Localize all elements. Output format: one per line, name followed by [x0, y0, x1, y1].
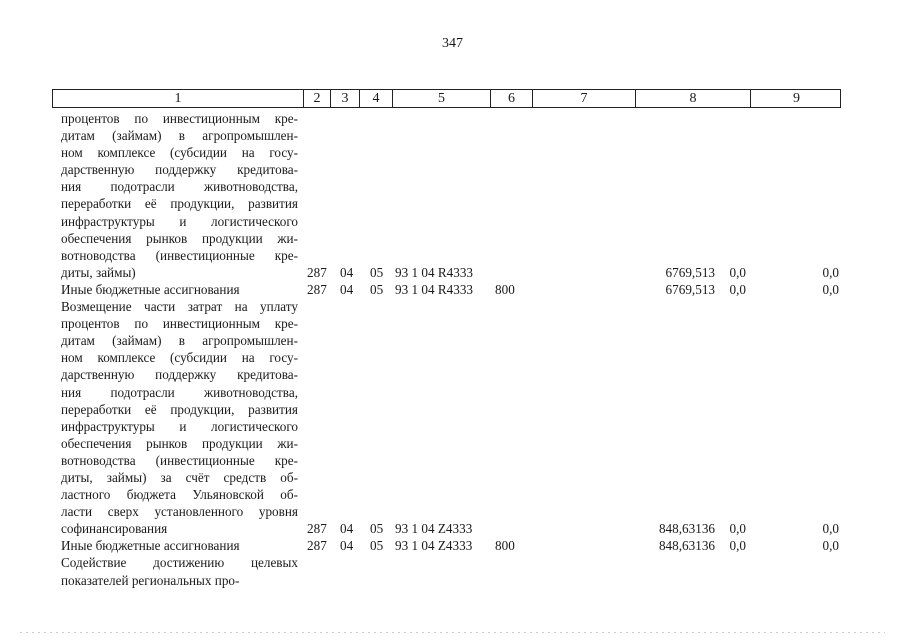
description-line: показателей региональных про- [61, 572, 240, 588]
description-line: дарственную поддержку кредитова- [61, 367, 298, 383]
cell-expense-type: 800 [495, 281, 515, 297]
table-row [61, 537, 851, 554]
description-line: диты, займы) за счёт средств об- [61, 469, 298, 485]
cell-section: 04 [340, 538, 354, 554]
description-line: ния подотрасли животноводства, [61, 384, 298, 400]
description-line: дарственную поддержку кредитова- [61, 162, 298, 178]
cell-section: 04 [340, 521, 354, 537]
cell-sum-2: 0,0 [729, 521, 746, 537]
table-row [61, 298, 851, 537]
header-col-8: 8 [635, 90, 750, 107]
header-col-9: 9 [750, 90, 842, 107]
cell-expense-type: 800 [495, 538, 515, 554]
description-line: инфраструктуры и логистического [61, 213, 298, 229]
cell-sum-1: 848,63136 [658, 538, 715, 554]
row-description [61, 281, 298, 298]
cell-sum-3: 0,0 [822, 281, 839, 297]
cell-section: 04 [340, 264, 354, 280]
cell-grbs: 287 [307, 538, 327, 554]
cell-sum-2: 0,0 [729, 281, 746, 297]
cell-subsection: 05 [370, 281, 384, 297]
cell-sum-2: 0,0 [729, 538, 746, 554]
header-col-2: 2 [303, 90, 330, 107]
row-description [61, 554, 298, 588]
cell-subsection: 05 [370, 264, 384, 280]
cell-subsection: 05 [370, 521, 384, 537]
description-line: процентов по инвестиционным кре- [61, 111, 298, 126]
table-row [61, 110, 851, 281]
cell-subsection: 05 [370, 538, 384, 554]
cell-sum-1: 848,63136 [658, 521, 715, 537]
cell-sum-3: 0,0 [822, 538, 839, 554]
cell-target-article: 93 1 04 R4333 [395, 281, 474, 297]
cell-grbs: 287 [307, 281, 327, 297]
description-line: ластного бюджета Ульяновской об- [61, 487, 298, 503]
table-header [52, 89, 841, 108]
description-line: дитам (займам) в агропромышлен- [61, 333, 298, 349]
table-row [61, 554, 851, 588]
cell-target-article: 93 1 04 Z4333 [395, 538, 473, 554]
header-col-3: 3 [330, 90, 359, 107]
description-line: обеспечения рынков продукции жи- [61, 435, 298, 451]
header-col-7: 7 [532, 90, 635, 107]
row-description [61, 110, 298, 281]
row-description [61, 537, 298, 554]
table-body [61, 110, 851, 589]
cell-target-article: 93 1 04 R4333 [395, 264, 474, 280]
cell-sum-1: 6769,513 [665, 264, 715, 280]
cell-target-article: 93 1 04 Z4333 [395, 521, 473, 537]
description-line: инфраструктуры и логистического [61, 418, 298, 434]
description-line: Иные бюджетные ассигнования [61, 538, 240, 554]
header-col-5: 5 [392, 90, 490, 107]
description-line: Возмещение части затрат на уплату [61, 299, 298, 315]
description-line: ния подотрасли животноводства, [61, 179, 298, 195]
cell-section: 04 [340, 281, 354, 297]
description-line: софинансирования [61, 521, 168, 537]
description-line: ном комплексе (субсидии на госу- [61, 145, 298, 161]
row-description [61, 298, 298, 537]
description-line: ном комплексе (субсидии на госу- [61, 350, 298, 366]
description-line: Иные бюджетные ассигнования [61, 281, 240, 297]
cell-grbs: 287 [307, 521, 327, 537]
description-line: ласти сверх установленного уровня [61, 504, 298, 520]
description-line: диты, займы) [61, 264, 136, 280]
description-line: дитам (займам) в агропромышлен- [61, 128, 298, 144]
description-line: переработки её продукции, развития [61, 401, 298, 417]
header-col-1: 1 [174, 91, 182, 106]
description-line: процентов по инвестиционным кре- [61, 316, 298, 332]
scan-edge-dots [20, 632, 885, 633]
cell-sum-3: 0,0 [822, 521, 839, 537]
description-line: вотноводства (инвестиционные кре- [61, 452, 298, 468]
header-col-6: 6 [490, 90, 532, 107]
header-col-4: 4 [359, 90, 392, 107]
description-line: обеспечения рынков продукции жи- [61, 230, 298, 246]
table-row [61, 281, 851, 298]
description-line: вотноводства (инвестиционные кре- [61, 247, 298, 263]
description-line: Содействие достижению целевых [61, 555, 298, 571]
cell-grbs: 287 [307, 264, 327, 280]
cell-sum-1: 6769,513 [665, 281, 715, 297]
description-line: переработки её продукции, развития [61, 196, 298, 212]
page-number: 347 [442, 36, 463, 51]
cell-sum-2: 0,0 [729, 264, 746, 280]
cell-sum-3: 0,0 [822, 264, 839, 280]
